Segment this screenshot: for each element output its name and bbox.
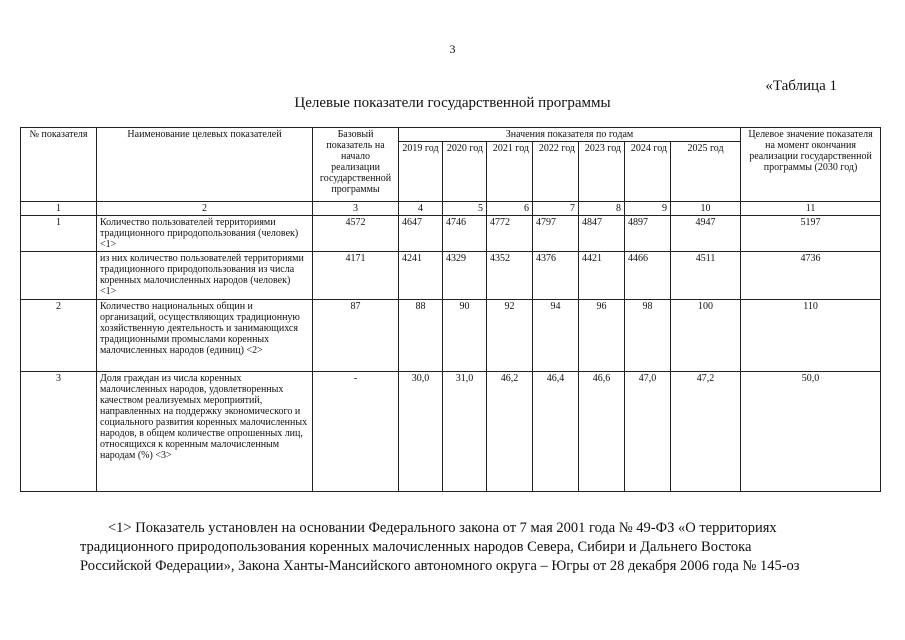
row-base: 4171: [313, 252, 399, 300]
row-value: 4511: [671, 252, 741, 300]
page-title: Целевые показатели государственной программы: [294, 95, 611, 111]
row-value: 4897: [625, 216, 671, 252]
row-value: 4847: [579, 216, 625, 252]
table-row: [21, 300, 881, 372]
row-value: 46,4: [533, 372, 579, 492]
row-value: 4329: [443, 252, 487, 300]
header-year: 2022 год: [533, 142, 579, 202]
header-target: Целевое значение показателя на момент окончания реализации государственной программы (2030 год): [741, 128, 881, 202]
row-num: [21, 252, 97, 300]
row-value: 4746: [443, 216, 487, 252]
row-name: Количество национальных общин и организаций, осуществляющих традиционную хозяйственную деятельность и занимающихся традиционными промыслами коренных малочисленных народов (единиц) <2>: [97, 300, 313, 372]
col-number: 4: [399, 202, 443, 216]
row-value: 4241: [399, 252, 443, 300]
row-value: 90: [443, 300, 487, 372]
row-value: 4352: [487, 252, 533, 300]
row-num: 1: [21, 216, 97, 252]
table-header-row: [21, 128, 881, 142]
page-number: 3: [449, 42, 456, 56]
row-target: 4736: [741, 252, 881, 300]
column-numbers-row: [21, 202, 881, 216]
row-value: 4376: [533, 252, 579, 300]
footnote-line: <1> Показатель установлен на основании Федерального закона от 7 мая 2001 года № 49-ФЗ «О территориях: [108, 520, 777, 536]
row-value: 94: [533, 300, 579, 372]
header-year: 2023 год: [579, 142, 625, 202]
row-base: -: [313, 372, 399, 492]
row-value: 98: [625, 300, 671, 372]
row-num: 2: [21, 300, 97, 372]
header-name: Наименование целевых показателей: [97, 128, 313, 202]
col-number: 6: [487, 202, 533, 216]
row-value: 4947: [671, 216, 741, 252]
col-number: 11: [741, 202, 881, 216]
row-target: 50,0: [741, 372, 881, 492]
footnote: [80, 519, 840, 576]
table-row: [21, 252, 881, 300]
col-number: 3: [313, 202, 399, 216]
row-base: 4572: [313, 216, 399, 252]
row-value: 47,2: [671, 372, 741, 492]
row-value: 46,2: [487, 372, 533, 492]
row-target: 110: [741, 300, 881, 372]
row-name: из них количество пользователей территориями традиционного природопользования из числа коренных малочисленных народов (человек) <1>: [97, 252, 313, 300]
row-value: 4466: [625, 252, 671, 300]
table-row: [21, 216, 881, 252]
col-number: 1: [21, 202, 97, 216]
row-value: 4647: [399, 216, 443, 252]
header-year: 2021 год: [487, 142, 533, 202]
row-value: 4797: [533, 216, 579, 252]
footnote-line: Российской Федерации», Закона Ханты-Мансийского автономного округа – Югры от 28 декабря 2006 года № 145-оз: [80, 558, 800, 574]
col-number: 5: [443, 202, 487, 216]
row-value: 96: [579, 300, 625, 372]
header-year: 2020 год: [443, 142, 487, 202]
row-value: 100: [671, 300, 741, 372]
indicators-table: [20, 127, 881, 492]
row-value: 88: [399, 300, 443, 372]
col-number: 9: [625, 202, 671, 216]
row-value: 4772: [487, 216, 533, 252]
header-num: № показателя: [21, 128, 97, 202]
row-value: 92: [487, 300, 533, 372]
row-num: 3: [21, 372, 97, 492]
header-year: 2024 год: [625, 142, 671, 202]
header-year: 2025 год: [671, 142, 741, 202]
header-years-group: Значения показателя по годам: [399, 128, 741, 142]
row-name: Доля граждан из числа коренных малочисленных народов, удовлетворенных качеством реализуемых мероприятий, направленных на поддержку экономического и социального развития коренных малочисленных народов, в общем количестве опрошенных лиц, относящихся к коренным малочисленным народам (%) <3>: [97, 372, 313, 492]
row-target: 5197: [741, 216, 881, 252]
row-name: Количество пользователей территориями традиционного природопользования (человек) <1>: [97, 216, 313, 252]
table-label: «Таблица 1: [765, 78, 837, 94]
col-number: 2: [97, 202, 313, 216]
row-value: 31,0: [443, 372, 487, 492]
footnote-line: традиционного природопользования коренных малочисленных народов Севера, Сибири и Дальнего Востока: [80, 539, 752, 555]
col-number: 7: [533, 202, 579, 216]
col-number: 8: [579, 202, 625, 216]
row-value: 46,6: [579, 372, 625, 492]
row-value: 4421: [579, 252, 625, 300]
header-year: 2019 год: [399, 142, 443, 202]
col-number: 10: [671, 202, 741, 216]
row-value: 30,0: [399, 372, 443, 492]
row-base: 87: [313, 300, 399, 372]
row-value: 47,0: [625, 372, 671, 492]
table-row: [21, 372, 881, 492]
header-base: Базовый показатель на начало реализации государственной программы: [313, 128, 399, 202]
